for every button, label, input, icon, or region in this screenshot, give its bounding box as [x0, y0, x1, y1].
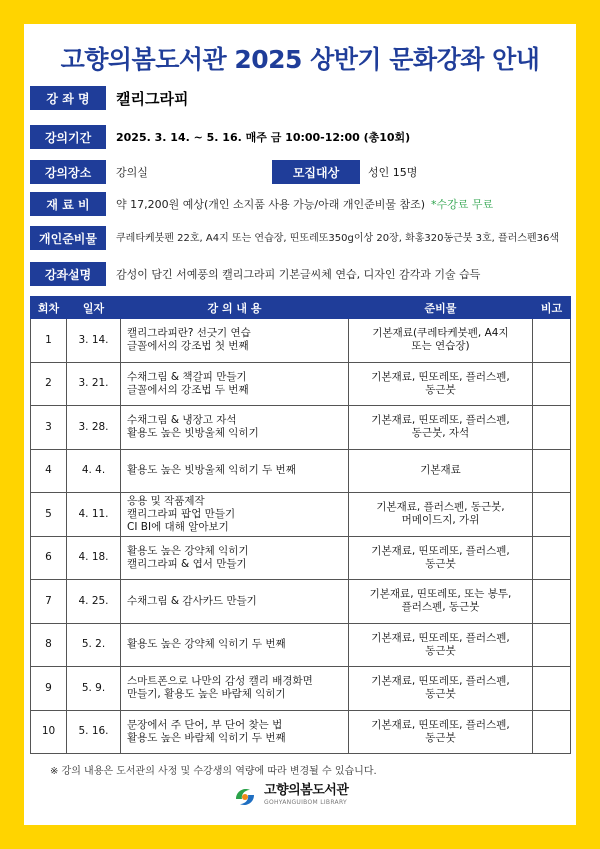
session-note [533, 536, 571, 580]
prep-line: 기본재료, 띤또레또, 플러스펜, [371, 675, 510, 688]
session-no: 5 [31, 493, 67, 537]
prep-line: 기본재료(쿠레타케붓펜, A4지 [372, 327, 509, 340]
session-content [121, 493, 349, 537]
session-note [533, 319, 571, 363]
session-note [533, 580, 571, 624]
schedule-table [30, 296, 571, 754]
prep-line: 또는 연습장) [411, 340, 470, 353]
desc-label: 강좌설명 [30, 262, 106, 286]
prep-value: 쿠레타케붓펜 22호, A4지 또는 연습장, 띤또레또350g이상 20장, 화홍320동근붓 3호, 플러스펜36색 [116, 232, 560, 244]
session-no: 6 [31, 536, 67, 580]
content-line: CI BI에 대해 알아보기 [127, 520, 229, 533]
library-logo-icon [232, 784, 258, 810]
session-note [533, 623, 571, 667]
content-line: 활용도 높은 빗방울체 익히기 두 번째 [127, 464, 296, 477]
session-prep [349, 449, 533, 493]
free-tuition-note: *수강료 무료 [431, 198, 494, 211]
period-value: 2025. 3. 14. ~ 5. 16. 매주 금 10:00-12:00 (총10회) [116, 131, 411, 144]
info-row-prep [30, 226, 566, 250]
table-row [31, 710, 571, 754]
content-line: 캘리그라피란? 선긋기 연습 [127, 327, 251, 340]
session-date: 3. 28. [67, 406, 121, 450]
page-title: 고향의봄도서관 2025 상반기 문화강좌 안내 [60, 45, 540, 74]
info-row-material [30, 192, 493, 216]
session-note [533, 406, 571, 450]
session-no: 9 [31, 667, 67, 711]
logo-name-ko: 고향의봄도서관 [264, 783, 349, 798]
prep-line: 플러스펜, 동근붓 [401, 601, 480, 614]
prep-line: 동근붓 [425, 383, 456, 396]
session-content [121, 710, 349, 754]
session-prep [349, 710, 533, 754]
session-content [121, 580, 349, 624]
session-date: 5. 9. [67, 667, 121, 711]
logo-name-en: GOHYANGUIBOM LIBRARY [264, 799, 348, 806]
info-row-desc [30, 262, 480, 286]
session-date: 4. 18. [67, 536, 121, 580]
prep-line: 기본재료, 띤또레또, 또는 봉투, [369, 588, 512, 601]
prep-line: 동근붓 [425, 731, 456, 744]
session-prep [349, 536, 533, 580]
session-date: 3. 21. [67, 362, 121, 406]
flyer-page [24, 24, 576, 825]
session-prep [349, 623, 533, 667]
prep-line: 기본재료, 띤또레또, 플러스펜, [371, 544, 510, 557]
session-content [121, 449, 349, 493]
session-note [533, 449, 571, 493]
table-row [31, 667, 571, 711]
header-date: 일자 [67, 297, 121, 319]
session-note [533, 493, 571, 537]
session-content [121, 319, 349, 363]
content-line: 캘리그라피 팝업 만들기 [127, 507, 236, 520]
session-no: 2 [31, 362, 67, 406]
table-row [31, 623, 571, 667]
prep-line: 기본재료, 띤또레또, 플러스펜, [371, 718, 510, 731]
place-label: 강의장소 [30, 160, 106, 184]
session-note [533, 710, 571, 754]
session-note [533, 362, 571, 406]
session-date: 4. 11. [67, 493, 121, 537]
session-date: 3. 14. [67, 319, 121, 363]
schedule-body [31, 319, 571, 754]
place-value: 강의실 [116, 166, 148, 179]
prep-line: 동근붓, 자석 [411, 427, 470, 440]
session-prep [349, 406, 533, 450]
prep-line: 기본재료, 띤또레또, 플러스펜, [371, 631, 510, 644]
session-content [121, 623, 349, 667]
content-line: 수채그림 & 책갈피 만들기 [127, 370, 247, 383]
library-logo [232, 782, 372, 812]
prep-line: 기본재료, 플러스펜, 동근붓, [376, 501, 505, 514]
session-date: 4. 25. [67, 580, 121, 624]
course-label: 강 좌 명 [30, 86, 106, 110]
session-prep [349, 362, 533, 406]
session-date: 5. 16. [67, 710, 121, 754]
material-cost: 약 17,200원 예상(개인 소지품 사용 가능/아래 개인준비물 참조) [116, 198, 426, 211]
session-prep [349, 319, 533, 363]
content-line: 활용도 높은 빗방울체 익히기 [127, 427, 259, 440]
session-note [533, 667, 571, 711]
table-header-row [31, 297, 571, 319]
content-line: 활용도 높은 강약체 익히기 [127, 544, 249, 557]
material-label: 재 료 비 [30, 192, 106, 216]
table-row [31, 449, 571, 493]
session-no: 10 [31, 710, 67, 754]
table-row [31, 362, 571, 406]
content-line: 문장에서 주 단어, 부 단어 찾는 법 [127, 718, 283, 731]
session-content [121, 362, 349, 406]
target-label: 모집대상 [272, 160, 360, 184]
footnote: ※ 강의 내용은 도서관의 사정 및 수강생의 역량에 따라 변경될 수 있습니다. [50, 766, 377, 777]
course-value: 캘리그라피 [116, 89, 189, 108]
session-prep [349, 667, 533, 711]
session-content [121, 406, 349, 450]
prep-line: 기본재료, 띤또레또, 플러스펜, [371, 414, 510, 427]
table-row [31, 406, 571, 450]
header-note: 비고 [533, 297, 571, 319]
content-line: 캘리그라피 & 엽서 만들기 [127, 557, 247, 570]
content-line: 만들기, 활용도 높은 바람체 익히기 [127, 688, 286, 701]
session-no: 1 [31, 319, 67, 363]
content-line: 수채그림 & 감사카드 만들기 [127, 594, 257, 607]
session-prep [349, 493, 533, 537]
target-value: 성인 15명 [368, 166, 418, 179]
prep-line: 동근붓 [425, 644, 456, 657]
session-no: 8 [31, 623, 67, 667]
session-no: 4 [31, 449, 67, 493]
info-row-place [30, 160, 570, 184]
prep-line: 기본재료, 띤또레또, 플러스펜, [371, 370, 510, 383]
table-row [31, 536, 571, 580]
header-no: 회차 [31, 297, 67, 319]
prep-line: 동근붓 [425, 688, 456, 701]
session-content [121, 667, 349, 711]
period-label: 강의기간 [30, 125, 106, 149]
header-prep: 준비물 [349, 297, 533, 319]
table-row [31, 319, 571, 363]
content-line: 글꼴에서의 강조법 첫 번째 [127, 340, 249, 353]
session-no: 7 [31, 580, 67, 624]
content-line: 스마트폰으로 나만의 감성 캘리 배경화면 [127, 675, 313, 688]
session-date: 4. 4. [67, 449, 121, 493]
session-no: 3 [31, 406, 67, 450]
content-line: 수채그림 & 냉장고 자석 [127, 414, 237, 427]
session-date: 5. 2. [67, 623, 121, 667]
content-line: 활용도 높은 바람체 익히기 두 번째 [127, 731, 286, 744]
content-line: 글꼴에서의 강조법 두 번째 [127, 383, 249, 396]
session-prep [349, 580, 533, 624]
prep-line: 기본재료 [420, 464, 461, 477]
info-row-period [30, 125, 410, 149]
header-content: 강 의 내 용 [121, 297, 349, 319]
material-value [106, 196, 493, 212]
table-row [31, 580, 571, 624]
info-row-course [30, 86, 188, 110]
table-row [31, 493, 571, 537]
content-line: 응용 및 작품제작 [127, 494, 205, 507]
content-line: 활용도 높은 강약체 익히기 두 번째 [127, 638, 286, 651]
session-content [121, 536, 349, 580]
desc-value: 감성이 담긴 서예풍의 캘리그라피 기본글씨체 연습, 디자인 감각과 기술 습득 [116, 268, 481, 281]
prep-line: 동근붓 [425, 557, 456, 570]
prep-label: 개인준비물 [30, 226, 106, 250]
prep-line: 머메이드지, 가위 [401, 514, 480, 527]
